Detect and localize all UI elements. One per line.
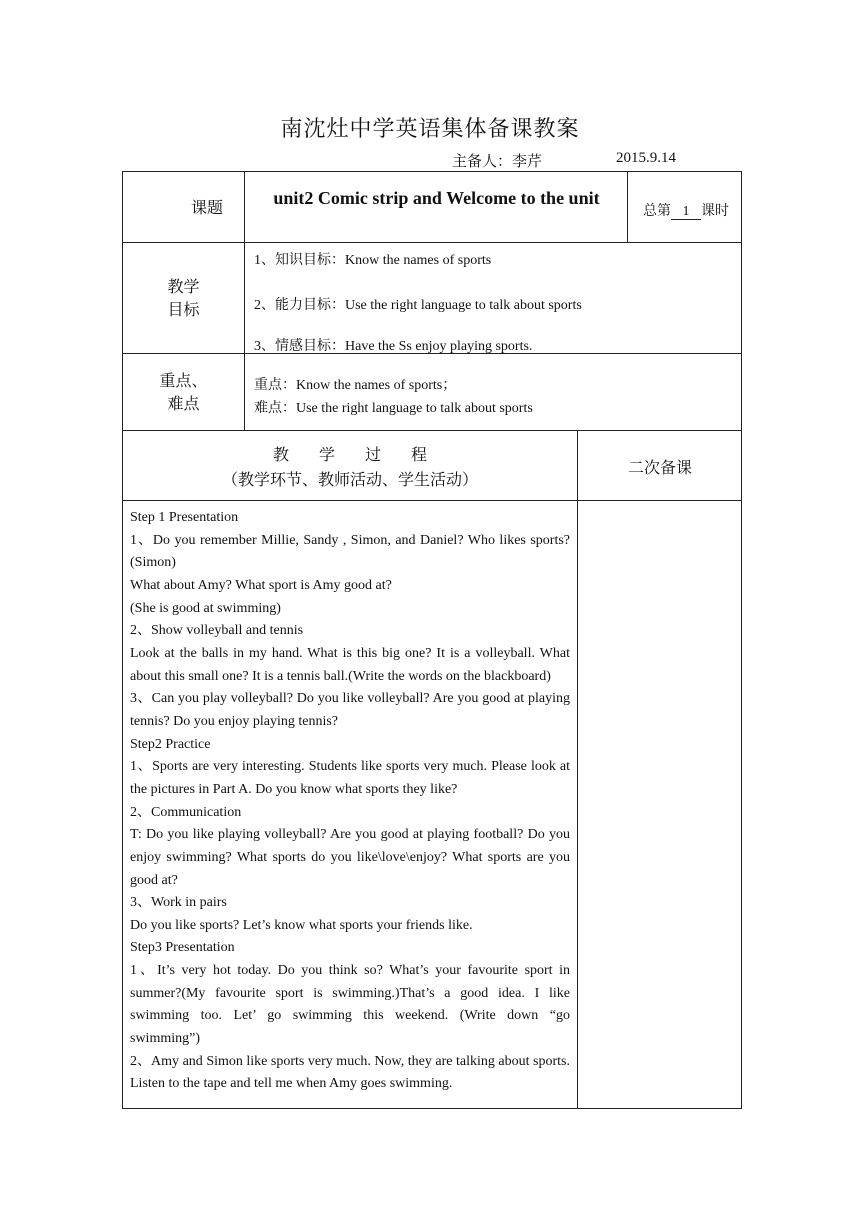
keypoints-label — [123, 370, 244, 416]
process-line: Step 1 Presentation — [130, 510, 239, 525]
keypoints-label-line1: 重点、 — [159, 373, 208, 390]
second-prep-label: 二次备课 — [627, 460, 692, 477]
process-line: 2、Show volleyball and tennis — [130, 623, 304, 639]
process-body — [130, 507, 570, 1107]
process-line: Do you like sports? Let’s know what sports your friends like. — [130, 917, 473, 933]
goals-label — [123, 276, 244, 322]
process-line: (She is good at swimming) — [130, 600, 281, 616]
prep-date: 2015.9.14 — [616, 150, 676, 166]
header-meta — [452, 150, 676, 171]
topic-title: unit2 Comic strip and Welcome to the unit — [273, 188, 600, 208]
goal-emotion: 3、情感目标：Have the Ss enjoy playing sports. — [254, 339, 533, 354]
process-line: 1、Sports are very interesting. Students like sports very much. Please look at the pictures in Part A. Do you know what sports they like? — [130, 759, 570, 797]
goal-ability: 2、能力目标：Use the right language to talk about sports — [254, 298, 582, 313]
period-counter — [630, 200, 742, 220]
goals-label-line1: 教学 — [167, 279, 200, 296]
process-line: What about Amy? What sport is Amy good at? — [130, 577, 392, 593]
row-divider — [123, 500, 741, 501]
process-line: Look at the balls in my hand. What is this big one? It is a volleyball. What about this small one? It is a tennis ball.(Write the words on the blackboard) — [130, 645, 570, 684]
row-divider — [123, 430, 741, 431]
process-line: 1、It’s very hot today. Do you think so? What’s your favourite sport in summer?(My favourite sport is swimming.)That’s a good idea. I like swimming too. Let’ go swimming this weekend. (Write down “go swimming”) — [130, 963, 570, 1047]
process-line: Step3 Presentation — [130, 940, 235, 956]
process-line: Step2 Practice — [130, 736, 211, 752]
period-suffix: 课时 — [701, 204, 729, 219]
difficult-point: 难点：Use the right language to talk about sports — [254, 401, 533, 416]
process-line: 1、Do you remember Millie, Sandy , Simon, and Daniel? Who likes sports?(Simon) — [130, 532, 570, 571]
lesson-plan-table — [122, 171, 742, 1109]
page-title: 南沈灶中学英语集体备课教案 — [280, 116, 580, 141]
process-line: 3、Work in pairs — [130, 895, 227, 911]
process-heading — [123, 442, 577, 490]
column-divider — [577, 430, 578, 1109]
preparer: 主备人：李芹 — [452, 154, 543, 170]
topic-label: 课题 — [191, 200, 224, 217]
keypoints-label-line2: 难点 — [167, 396, 200, 413]
process-title: 教学过程 — [272, 447, 457, 464]
period-prefix: 总第 — [643, 204, 671, 219]
row-divider — [123, 242, 741, 243]
process-line: 2、Amy and Simon like sports very much. Now, they are talking about sports. Listen to the tape and tell me when Amy goes swimming. — [130, 1053, 570, 1092]
key-point: 重点：Know the names of sports； — [254, 378, 457, 393]
period-number: 1 — [671, 205, 701, 220]
process-subtitle: （教学环节、教师活动、学生活动） — [221, 472, 478, 489]
process-line: T: Do you like playing volleyball? Are you good at playing football? Do you enjoy swimming? What sports do you like\love\enjoy? What sports are you good at? — [130, 827, 570, 888]
goal-knowledge: 1、知识目标：Know the names of sports — [254, 253, 492, 268]
process-line: 3、Can you play volleyball? Do you like volleyball? Are you good at playing tennis? Do you enjoy playing tennis? — [130, 691, 570, 729]
process-line: 2、Communication — [130, 804, 242, 820]
goals-label-line2: 目标 — [167, 302, 200, 319]
